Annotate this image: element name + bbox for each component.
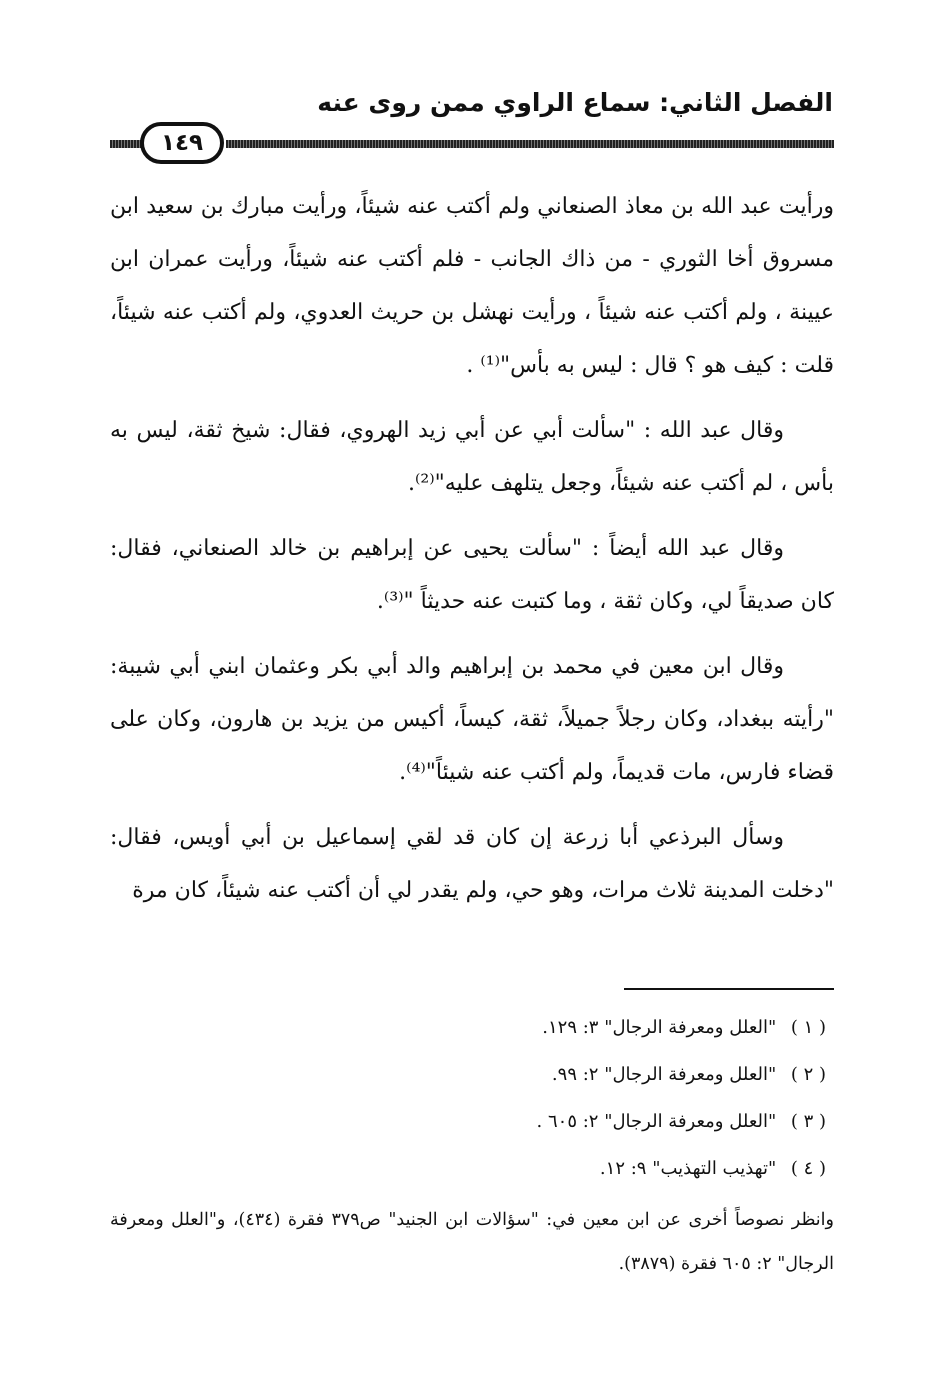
paragraph: وقال ابن معين في محمد بن إبراهيم والد أبي بكر وعثمان ابني أبي شيبة: "رأيته ببغداد، وكان رجلاً جميلاً، ثقة، كيساً، أكيس من يزيد بن هارون، وكان على قضاء فارس، مات قديماً، ولم أكتب عنه شيئاً"⁽⁴⁾. [110,654,834,785]
paragraph: وقال عبد الله : "سألت أبي عن أبي زيد الهروي، فقال: شيخ ثقة، ليس به بأس ، لم أكتب عنه شيئاً، وجعل يتلهف عليه"⁽²⁾. [110,418,834,496]
footnote-marker: ( ٤ ) [790,1158,826,1179]
page-number: ١٤٩ [140,122,224,164]
footnote [110,1098,834,1145]
footnotes [110,1004,834,1286]
header-rule-end [110,140,142,148]
footnote-text: "تهذيب التهذيب" ٩: ١٢. [599,1158,777,1179]
main-text [110,180,834,929]
chapter-title: الفصل الثاني: سماع الراوي ممن روى عنه [317,88,833,117]
footnote-marker: ( ٢ ) [790,1064,826,1085]
footnote-separator [624,988,834,990]
footnote-marker: ( ١ ) [790,1017,826,1038]
footnote-note: وانظر نصوصاً أخرى عن ابن معين في: "سؤالات ابن الجنيد" ص٣٧٩ فقرة (٤٣٤)، و"العلل ومعرفة الرجال" ٢: ٦٠٥ فقرة (٣٨٧٩). [110,1210,834,1274]
footnote [110,1051,834,1098]
footnote-text: "العلل ومعرفة الرجال" ٣: ١٢٩. [542,1017,777,1038]
footnote-text: "العلل ومعرفة الرجال" ٢: ٩٩. [551,1064,777,1085]
paragraph: وقال عبد الله أيضاً : "سألت يحيى عن إبراهيم بن خالد الصنعاني، فقال: كان صديقاً لي، وكان ثقة ، وما كتبت عنه حديثاً "⁽³⁾. [110,536,834,614]
footnote-text: "العلل ومعرفة الرجال" ٢: ٦٠٥ . [536,1111,777,1132]
paragraph: وسأل البرذعي أبا زرعة إن كان قد لقي إسماعيل بن أبي أويس، فقال: "دخلت المدينة ثلاث مرات، وهو حي، ولم يقدر لي أن أكتب عنه شيئاً، كان مرة [110,825,834,903]
header-rule [226,140,834,148]
paragraph: ورأيت عبد الله بن معاذ الصنعاني ولم أكتب عنه شيئاً، ورأيت مبارك بن سعيد ابن مسروق أخا الثوري - من ذاك الجانب - فلم أكتب عنه شيئاً، ورأيت عمران ابن عيينة ، ولم أكتب عنه شيئاً ، ورأيت نهشل بن حريث العدوي، ولم أكتب عنه شيئاً، قلت : كيف هو ؟ قال : ليس به بأس"⁽¹⁾ . [110,194,834,378]
footnote [110,1145,834,1192]
footnote [110,1004,834,1051]
footnote-marker: ( ٣ ) [790,1111,826,1132]
